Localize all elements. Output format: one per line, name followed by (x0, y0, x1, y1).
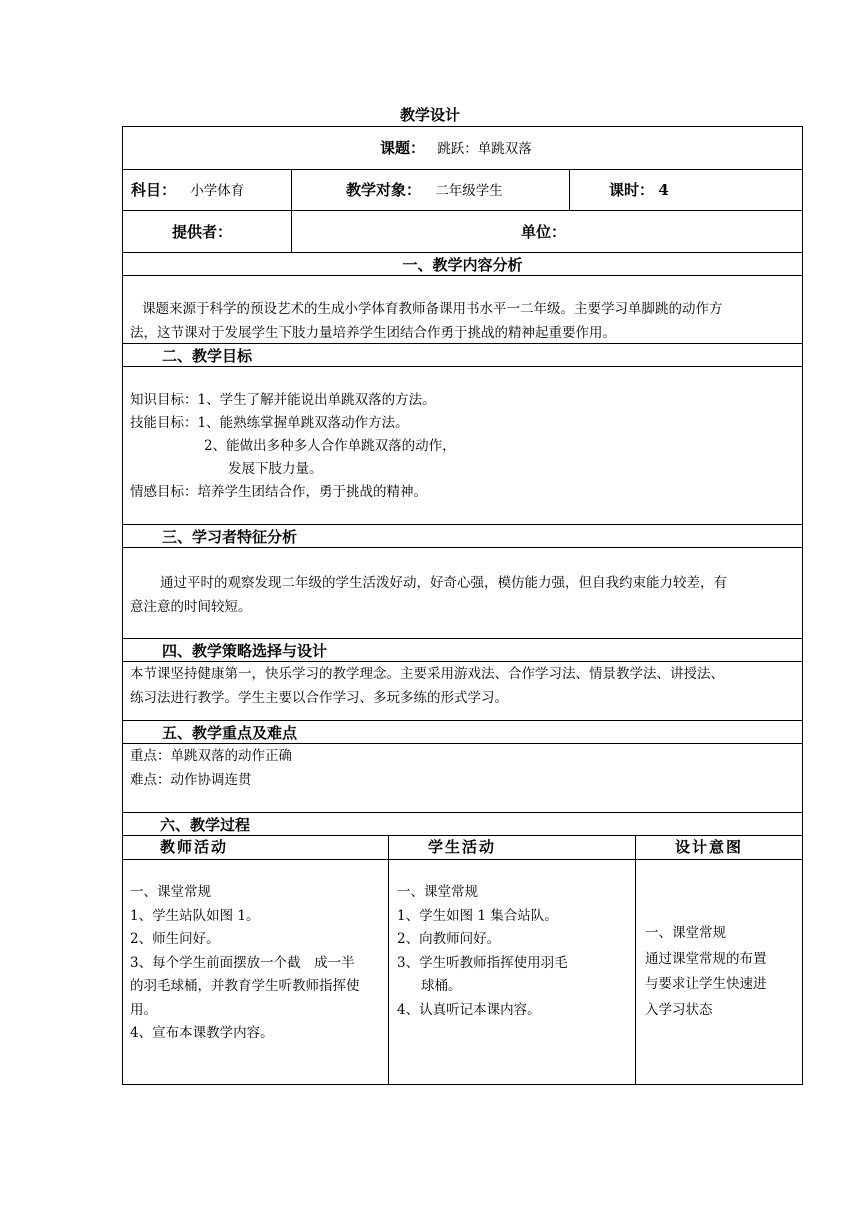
provider-label: 提供者： (172, 223, 233, 241)
subject-label: 科目： (131, 181, 177, 199)
paragraph-line: 法，这节课对于发展学生下肢力量培养学生团结合作勇于挑战的精神起重要作用。 (130, 325, 616, 341)
rule (122, 252, 803, 253)
paragraph-line: 通过平时的观察发现二年级的学生活泼好动，好奇心强，模仿能力强，但自我约束能力较差，有 (160, 575, 727, 591)
rule (122, 638, 803, 639)
intent-line: 通过课堂常规的布置 (645, 950, 767, 967)
student-line: 4、认真听记本课内容。 (397, 1001, 541, 1018)
teacher-line: 3、每个学生前面摆放一个截 成一半 (130, 954, 355, 971)
col-divider (569, 169, 570, 210)
paragraph-line: 课题来源于科学的预设艺术的生成小学体育教师备课用书水平一二年级。主要学习单脚跳的动作方 (142, 301, 723, 317)
paragraph-line: 本节课坚持健康第一，快乐学习的教学理念。主要采用游戏法、合作学习法、情景教学法、讲授法、 (130, 666, 724, 682)
teacher-line: 2、师生问好。 (130, 931, 220, 947)
objective-line: 2、能做出多种多人合作单跳双落的动作， (204, 438, 456, 454)
objective-line: 发展下肢力量。 (228, 461, 323, 477)
objective-line: 情感目标：培养学生团结合作，勇于挑战的精神。 (130, 484, 427, 500)
student-line: 2、向教师问好。 (397, 931, 501, 947)
rule (122, 275, 803, 276)
topic-label: 课题： (380, 139, 426, 157)
teacher-line: 一、课堂常规 (130, 884, 211, 900)
section-3-body (130, 571, 727, 619)
rule (122, 1084, 803, 1085)
key-point-line: 重点：单跳双落的动作正确 (130, 748, 292, 764)
section-6-title: 六、教学过程 (160, 816, 251, 834)
student-line: 3、学生听教师指挥使用羽毛 (397, 954, 568, 971)
student-activity (397, 881, 568, 1022)
audience-value: 二年级学生 (435, 183, 503, 199)
column-header-intent: 设计意图 (675, 838, 744, 856)
topic-value: 跳跃：单跳双落 (437, 141, 532, 157)
topic-row (380, 137, 532, 161)
hours-cell (609, 179, 669, 203)
objective-line: 知识目标：1、学生了解并能说出单跳双落的方法。 (130, 392, 436, 408)
col-divider (388, 835, 389, 1084)
section-5-title: 五、教学重点及难点 (162, 724, 298, 742)
objective-line: 技能目标：1、能熟练掌握单跳双落动作方法。 (130, 415, 409, 431)
section-2-title: 二、教学目标 (162, 347, 253, 365)
rule (122, 720, 803, 721)
subject-cell (131, 179, 244, 203)
rule (122, 547, 803, 548)
teacher-line: 4、宣布本课教学内容。 (130, 1025, 274, 1041)
intent-line: 入学习状态 (645, 1001, 713, 1018)
teacher-activity (130, 881, 360, 1046)
column-header-student: 学生活动 (428, 838, 497, 856)
teacher-line: 1、学生站队如图 1。 (130, 907, 260, 924)
section-1-title: 一、教学内容分析 (402, 256, 523, 274)
rule (122, 366, 803, 367)
paragraph-line: 意注意的时间较短。 (130, 599, 252, 615)
student-line: 一、课堂常规 (397, 884, 478, 900)
rule (122, 859, 803, 860)
column-header-teacher: 教师活动 (160, 838, 229, 856)
audience-label: 教学对象： (346, 181, 422, 199)
col-divider (291, 169, 292, 252)
paragraph-line: 练习法进行教学。学生主要以合作学习、多玩多练的形式学习。 (130, 690, 508, 706)
design-intent (645, 921, 767, 1023)
intent-line: 与要求让学生快速进 (645, 976, 767, 992)
section-3-title: 三、学习者特征分析 (162, 528, 298, 546)
unit-label: 单位： (521, 223, 567, 241)
document-title: 教学设计 (399, 106, 460, 124)
rule (122, 812, 803, 813)
hours-label: 课时： (609, 181, 655, 199)
student-line: 1、学生如图 1 集合站队。 (397, 907, 558, 924)
rule (122, 126, 803, 127)
section-4-title: 四、教学策略选择与设计 (162, 642, 328, 660)
rule (122, 169, 803, 170)
difficulty-line: 难点：动作协调连贯 (130, 772, 252, 788)
section-2-body (130, 389, 456, 504)
section-4-body (130, 662, 724, 710)
section-1-body (130, 297, 802, 345)
hours-value: 4 (658, 181, 669, 199)
section-5-body (130, 744, 292, 792)
rule (122, 524, 803, 525)
teacher-line: 的羽毛球桶，并教育学生听教师指挥使 (130, 978, 360, 994)
intent-line: 一、课堂常规 (645, 925, 726, 941)
audience-cell (346, 179, 503, 203)
col-divider (635, 835, 636, 1084)
teacher-line: 用。 (130, 1001, 157, 1018)
student-line: 球桶。 (421, 978, 462, 994)
rule (122, 210, 803, 211)
subject-value: 小学体育 (190, 183, 245, 199)
